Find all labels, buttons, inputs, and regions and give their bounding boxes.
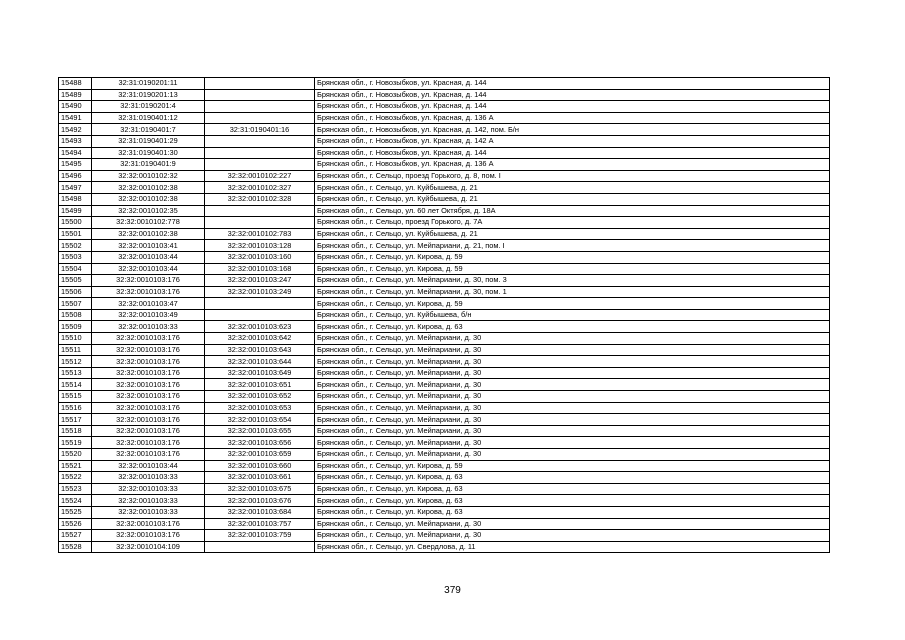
table-row xyxy=(59,275,830,287)
row-number-cell: 15519 xyxy=(59,437,92,449)
address-cell: Брянская обл., г. Сельцо, ул. Мейпариани, д. 21, пом. I xyxy=(315,240,830,252)
address-cell: Брянская обл., г. Сельцо, ул. Кирова, д. 63 xyxy=(315,483,830,495)
address-cell: Брянская обл., г. Сельцо, ул. Кирова, д. 59 xyxy=(315,298,830,310)
row-number-cell: 15511 xyxy=(59,344,92,356)
cadastral-number-cell: 32:32:0010103:33 xyxy=(92,495,205,507)
cadastral-number-cell: 32:32:0010103:44 xyxy=(92,460,205,472)
table-row xyxy=(59,449,830,461)
address-cell: Брянская обл., г. Сельцо, ул. Мейпариани, д. 30 xyxy=(315,356,830,368)
row-number-cell: 15527 xyxy=(59,530,92,542)
address-cell: Брянская обл., г. Новозыбков, ул. Красная, д. 144 xyxy=(315,78,830,90)
address-cell: Брянская обл., г. Сельцо, ул. Мейпариани, д. 30 xyxy=(315,367,830,379)
address-cell: Брянская обл., г. Сельцо, ул. Кирова, д. 59 xyxy=(315,460,830,472)
related-cadastral-number-cell xyxy=(205,101,315,113)
registry-table-body xyxy=(59,78,830,553)
address-cell: Брянская обл., г. Новозыбков, ул. Красная, д. 142 А xyxy=(315,135,830,147)
table-row xyxy=(59,112,830,124)
related-cadastral-number-cell: 32:32:0010103:759 xyxy=(205,530,315,542)
page-number: 379 xyxy=(444,585,461,596)
address-cell: Брянская обл., г. Сельцо, ул. Мейпариани, д. 30 xyxy=(315,425,830,437)
table-row xyxy=(59,147,830,159)
related-cadastral-number-cell xyxy=(205,112,315,124)
table-row xyxy=(59,506,830,518)
table-row xyxy=(59,437,830,449)
related-cadastral-number-cell: 32:31:0190401:16 xyxy=(205,124,315,136)
row-number-cell: 15518 xyxy=(59,425,92,437)
cadastral-number-cell: 32:32:0010103:33 xyxy=(92,506,205,518)
related-cadastral-number-cell xyxy=(205,159,315,171)
cadastral-number-cell: 32:32:0010103:176 xyxy=(92,275,205,287)
row-number-cell: 15502 xyxy=(59,240,92,252)
table-row xyxy=(59,170,830,182)
related-cadastral-number-cell: 32:32:0010103:160 xyxy=(205,251,315,263)
table-row xyxy=(59,356,830,368)
cadastral-number-cell: 32:32:0010103:176 xyxy=(92,437,205,449)
row-number-cell: 15493 xyxy=(59,135,92,147)
row-number-cell: 15497 xyxy=(59,182,92,194)
row-number-cell: 15521 xyxy=(59,460,92,472)
cadastral-number-cell: 32:31:0190401:29 xyxy=(92,135,205,147)
table-row xyxy=(59,530,830,542)
related-cadastral-number-cell: 32:32:0010103:660 xyxy=(205,460,315,472)
row-number-cell: 15512 xyxy=(59,356,92,368)
cadastral-number-cell: 32:32:0010103:176 xyxy=(92,449,205,461)
cadastral-number-cell: 32:32:0010103:33 xyxy=(92,472,205,484)
related-cadastral-number-cell: 32:32:0010103:684 xyxy=(205,506,315,518)
related-cadastral-number-cell: 32:32:0010103:655 xyxy=(205,425,315,437)
row-number-cell: 15496 xyxy=(59,170,92,182)
table-row xyxy=(59,391,830,403)
related-cadastral-number-cell: 32:32:0010103:656 xyxy=(205,437,315,449)
related-cadastral-number-cell: 32:32:0010103:652 xyxy=(205,391,315,403)
row-number-cell: 15501 xyxy=(59,228,92,240)
address-cell: Брянская обл., г. Сельцо, ул. Кирова, д. 63 xyxy=(315,506,830,518)
related-cadastral-number-cell: 32:32:0010103:654 xyxy=(205,414,315,426)
related-cadastral-number-cell: 32:32:0010103:676 xyxy=(205,495,315,507)
cadastral-number-cell: 32:32:0010103:176 xyxy=(92,333,205,345)
row-number-cell: 15494 xyxy=(59,147,92,159)
cadastral-number-cell: 32:31:0190401:12 xyxy=(92,112,205,124)
table-row xyxy=(59,135,830,147)
row-number-cell: 15516 xyxy=(59,402,92,414)
address-cell: Брянская обл., г. Новозыбков, ул. Красная, д. 136 А xyxy=(315,112,830,124)
cadastral-number-cell: 32:32:0010102:35 xyxy=(92,205,205,217)
related-cadastral-number-cell: 32:32:0010102:328 xyxy=(205,193,315,205)
related-cadastral-number-cell: 32:32:0010103:675 xyxy=(205,483,315,495)
cadastral-number-cell: 32:32:0010103:176 xyxy=(92,344,205,356)
related-cadastral-number-cell xyxy=(205,298,315,310)
cadastral-number-cell: 32:32:0010103:176 xyxy=(92,414,205,426)
related-cadastral-number-cell: 32:32:0010103:623 xyxy=(205,321,315,333)
table-row xyxy=(59,472,830,484)
table-row xyxy=(59,309,830,321)
row-number-cell: 15490 xyxy=(59,101,92,113)
address-cell: Брянская обл., г. Сельцо, ул. Кирова, д. 59 xyxy=(315,263,830,275)
address-cell: Брянская обл., г. Сельцо, ул. 60 лет Октября, д. 18А xyxy=(315,205,830,217)
cadastral-number-cell: 32:31:0190401:7 xyxy=(92,124,205,136)
row-number-cell: 15491 xyxy=(59,112,92,124)
related-cadastral-number-cell xyxy=(205,217,315,229)
row-number-cell: 15514 xyxy=(59,379,92,391)
cadastral-number-cell: 32:32:0010103:176 xyxy=(92,286,205,298)
table-row xyxy=(59,193,830,205)
table-row xyxy=(59,286,830,298)
address-cell: Брянская обл., г. Сельцо, ул. Мейпариани, д. 30 xyxy=(315,402,830,414)
table-row xyxy=(59,124,830,136)
address-cell: Брянская обл., г. Новозыбков, ул. Красная, д. 136 А xyxy=(315,159,830,171)
cadastral-number-cell: 32:32:0010103:33 xyxy=(92,321,205,333)
related-cadastral-number-cell xyxy=(205,309,315,321)
row-number-cell: 15505 xyxy=(59,275,92,287)
cadastral-number-cell: 32:32:0010103:33 xyxy=(92,483,205,495)
cadastral-number-cell: 32:32:0010103:176 xyxy=(92,391,205,403)
address-cell: Брянская обл., г. Сельцо, ул. Мейпариани, д. 30, пом. 3 xyxy=(315,275,830,287)
related-cadastral-number-cell: 32:32:0010103:644 xyxy=(205,356,315,368)
related-cadastral-number-cell: 32:32:0010103:649 xyxy=(205,367,315,379)
address-cell: Брянская обл., г. Сельцо, ул. Мейпариани, д. 30 xyxy=(315,518,830,530)
related-cadastral-number-cell xyxy=(205,147,315,159)
table-row xyxy=(59,495,830,507)
related-cadastral-number-cell xyxy=(205,78,315,90)
address-cell: Брянская обл., г. Сельцо, ул. Кирова, д. 63 xyxy=(315,321,830,333)
table-row xyxy=(59,78,830,90)
row-number-cell: 15517 xyxy=(59,414,92,426)
cadastral-number-cell: 32:32:0010103:176 xyxy=(92,530,205,542)
related-cadastral-number-cell: 32:32:0010103:247 xyxy=(205,275,315,287)
related-cadastral-number-cell xyxy=(205,541,315,553)
address-cell: Брянская обл., г. Сельцо, ул. Куйбышева, д. 21 xyxy=(315,228,830,240)
cadastral-number-cell: 32:32:0010103:176 xyxy=(92,356,205,368)
address-cell: Брянская обл., г. Сельцо, ул. Куйбышева, б/н xyxy=(315,309,830,321)
cadastral-number-cell: 32:31:0190201:13 xyxy=(92,89,205,101)
table-row xyxy=(59,518,830,530)
address-cell: Брянская обл., г. Новозыбков, ул. Красная, д. 144 xyxy=(315,89,830,101)
row-number-cell: 15503 xyxy=(59,251,92,263)
address-cell: Брянская обл., г. Новозыбков, ул. Красная, д. 142, пом. Б/н xyxy=(315,124,830,136)
table-row xyxy=(59,425,830,437)
row-number-cell: 15500 xyxy=(59,217,92,229)
row-number-cell: 15510 xyxy=(59,333,92,345)
table-row xyxy=(59,460,830,472)
row-number-cell: 15498 xyxy=(59,193,92,205)
table-row xyxy=(59,182,830,194)
address-cell: Брянская обл., г. Сельцо, ул. Кирова, д. 59 xyxy=(315,251,830,263)
table-row xyxy=(59,541,830,553)
related-cadastral-number-cell: 32:32:0010103:757 xyxy=(205,518,315,530)
row-number-cell: 15528 xyxy=(59,541,92,553)
cadastral-number-cell: 32:32:0010103:44 xyxy=(92,251,205,263)
table-row xyxy=(59,321,830,333)
row-number-cell: 15515 xyxy=(59,391,92,403)
table-row xyxy=(59,205,830,217)
row-number-cell: 15499 xyxy=(59,205,92,217)
table-row xyxy=(59,217,830,229)
cadastral-number-cell: 32:32:0010104:109 xyxy=(92,541,205,553)
cadastral-number-cell: 32:32:0010103:44 xyxy=(92,263,205,275)
cadastral-number-cell: 32:32:0010103:176 xyxy=(92,425,205,437)
related-cadastral-number-cell: 32:32:0010103:659 xyxy=(205,449,315,461)
row-number-cell: 15522 xyxy=(59,472,92,484)
table-row xyxy=(59,159,830,171)
row-number-cell: 15525 xyxy=(59,506,92,518)
cadastral-number-cell: 32:31:0190401:9 xyxy=(92,159,205,171)
cadastral-number-cell: 32:32:0010103:41 xyxy=(92,240,205,252)
row-number-cell: 15504 xyxy=(59,263,92,275)
related-cadastral-number-cell: 32:32:0010103:661 xyxy=(205,472,315,484)
address-cell: Брянская обл., г. Новозыбков, ул. Красная, д. 144 xyxy=(315,147,830,159)
cadastral-number-cell: 32:31:0190401:30 xyxy=(92,147,205,159)
row-number-cell: 15524 xyxy=(59,495,92,507)
row-number-cell: 15526 xyxy=(59,518,92,530)
table-row xyxy=(59,483,830,495)
address-cell: Брянская обл., г. Сельцо, проезд Горького, д. 7А xyxy=(315,217,830,229)
table-row xyxy=(59,263,830,275)
related-cadastral-number-cell: 32:32:0010103:653 xyxy=(205,402,315,414)
address-cell: Брянская обл., г. Сельцо, ул. Мейпариани, д. 30 xyxy=(315,333,830,345)
cadastral-number-cell: 32:32:0010102:38 xyxy=(92,182,205,194)
row-number-cell: 15523 xyxy=(59,483,92,495)
row-number-cell: 15520 xyxy=(59,449,92,461)
table-row xyxy=(59,298,830,310)
address-cell: Брянская обл., г. Сельцо, ул. Мейпариани, д. 30 xyxy=(315,437,830,449)
row-number-cell: 15495 xyxy=(59,159,92,171)
address-cell: Брянская обл., г. Сельцо, ул. Куйбышева, д. 21 xyxy=(315,193,830,205)
address-cell: Брянская обл., г. Сельцо, ул. Мейпариани, д. 30 xyxy=(315,414,830,426)
related-cadastral-number-cell: 32:32:0010102:783 xyxy=(205,228,315,240)
related-cadastral-number-cell xyxy=(205,205,315,217)
cadastral-number-cell: 32:32:0010102:32 xyxy=(92,170,205,182)
address-cell: Брянская обл., г. Сельцо, ул. Свердлова, д. 11 xyxy=(315,541,830,553)
address-cell: Брянская обл., г. Сельцо, ул. Мейпариани, д. 30 xyxy=(315,391,830,403)
row-number-cell: 15506 xyxy=(59,286,92,298)
cadastral-number-cell: 32:32:0010102:38 xyxy=(92,193,205,205)
address-cell: Брянская обл., г. Сельцо, ул. Мейпариани, д. 30 xyxy=(315,379,830,391)
table-row xyxy=(59,251,830,263)
table-row xyxy=(59,333,830,345)
address-cell: Брянская обл., г. Сельцо, ул. Мейпариани, д. 30 xyxy=(315,344,830,356)
row-number-cell: 15488 xyxy=(59,78,92,90)
cadastral-number-cell: 32:32:0010102:778 xyxy=(92,217,205,229)
table-row xyxy=(59,414,830,426)
address-cell: Брянская обл., г. Сельцо, ул. Мейпариани, д. 30, пом. 1 xyxy=(315,286,830,298)
row-number-cell: 15513 xyxy=(59,367,92,379)
related-cadastral-number-cell: 32:32:0010103:249 xyxy=(205,286,315,298)
cadastral-number-cell: 32:32:0010103:176 xyxy=(92,402,205,414)
table-row xyxy=(59,344,830,356)
address-cell: Брянская обл., г. Сельцо, ул. Мейпариани, д. 30 xyxy=(315,530,830,542)
address-cell: Брянская обл., г. Сельцо, ул. Кирова, д. 63 xyxy=(315,472,830,484)
related-cadastral-number-cell: 32:32:0010103:128 xyxy=(205,240,315,252)
registry-table xyxy=(58,77,830,553)
table-row xyxy=(59,101,830,113)
cadastral-number-cell: 32:32:0010102:38 xyxy=(92,228,205,240)
address-cell: Брянская обл., г. Сельцо, ул. Кирова, д. 63 xyxy=(315,495,830,507)
cadastral-number-cell: 32:32:0010103:49 xyxy=(92,309,205,321)
row-number-cell: 15489 xyxy=(59,89,92,101)
table-row xyxy=(59,240,830,252)
cadastral-number-cell: 32:32:0010103:176 xyxy=(92,379,205,391)
related-cadastral-number-cell: 32:32:0010103:651 xyxy=(205,379,315,391)
cadastral-number-cell: 32:32:0010103:47 xyxy=(92,298,205,310)
table-row xyxy=(59,228,830,240)
related-cadastral-number-cell: 32:32:0010103:643 xyxy=(205,344,315,356)
row-number-cell: 15508 xyxy=(59,309,92,321)
related-cadastral-number-cell xyxy=(205,135,315,147)
cadastral-number-cell: 32:31:0190201:11 xyxy=(92,78,205,90)
table-row xyxy=(59,89,830,101)
row-number-cell: 15492 xyxy=(59,124,92,136)
related-cadastral-number-cell: 32:32:0010103:642 xyxy=(205,333,315,345)
related-cadastral-number-cell: 32:32:0010102:327 xyxy=(205,182,315,194)
address-cell: Брянская обл., г. Сельцо, проезд Горького, д. 8, пом. I xyxy=(315,170,830,182)
cadastral-number-cell: 32:32:0010103:176 xyxy=(92,518,205,530)
address-cell: Брянская обл., г. Сельцо, ул. Куйбышева, д. 21 xyxy=(315,182,830,194)
table-row xyxy=(59,367,830,379)
cadastral-number-cell: 32:31:0190201:4 xyxy=(92,101,205,113)
related-cadastral-number-cell xyxy=(205,89,315,101)
related-cadastral-number-cell: 32:32:0010103:168 xyxy=(205,263,315,275)
address-cell: Брянская обл., г. Новозыбков, ул. Красная, д. 144 xyxy=(315,101,830,113)
row-number-cell: 15509 xyxy=(59,321,92,333)
address-cell: Брянская обл., г. Сельцо, ул. Мейпариани, д. 30 xyxy=(315,449,830,461)
cadastral-number-cell: 32:32:0010103:176 xyxy=(92,367,205,379)
related-cadastral-number-cell: 32:32:0010102:227 xyxy=(205,170,315,182)
table-row xyxy=(59,379,830,391)
row-number-cell: 15507 xyxy=(59,298,92,310)
table-row xyxy=(59,402,830,414)
